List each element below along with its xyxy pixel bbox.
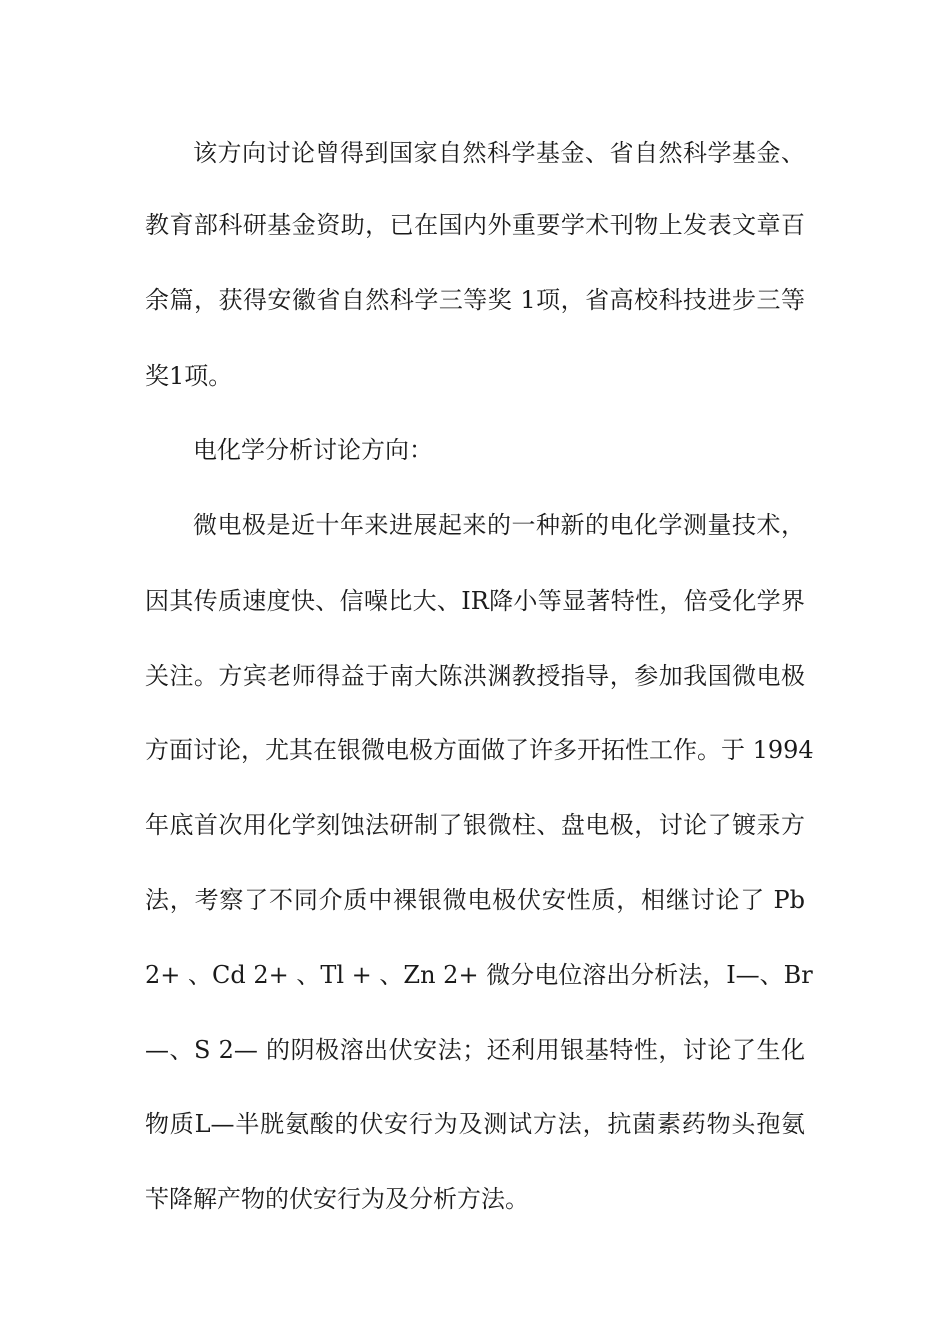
- paragraph-2-line-4: 方面讨论，尤其在银微电极方面做了许多开拓性工作。于 1994: [145, 736, 814, 764]
- paragraph-2-line-8: —、S 2— 的阴极溶出伏安法；还利用银基特性，讨论了生化: [145, 1036, 805, 1064]
- paragraph-2-line-9: 物质L—半胱氨酸的伏安行为及测试方法，抗菌素药物头孢氨: [145, 1110, 805, 1138]
- paragraph-2-line-1: 微电极是近十年来进展起来的一种新的电化学测量技术，: [193, 511, 805, 539]
- paragraph-2-line-10: 苄降解产物的伏安行为及分析方法。: [145, 1185, 529, 1213]
- paragraph-2-line-3: 关注。方宾老师得益于南大陈洪渊教授指导，参加我国微电极: [145, 662, 805, 690]
- paragraph-2-line-2: 因其传质速度快、信噪比大、IR降小等显著特性，倍受化学界: [145, 587, 805, 615]
- paragraph-1-line-2: 教育部科研基金资助，已在国内外重要学术刊物上发表文章百: [145, 211, 805, 239]
- paragraph-1-line-1: 该方向讨论曾得到国家自然科学基金、省自然科学基金、: [193, 139, 805, 167]
- paragraph-2-line-5: 年底首次用化学刻蚀法研制了银微柱、盘电极，讨论了镀汞方: [145, 811, 805, 839]
- paragraph-2-line-6: 法，考察了不同介质中裸银微电极伏安性质，相继讨论了 Pb: [145, 886, 805, 914]
- paragraph-1-line-4: 奖1项。: [145, 362, 233, 390]
- section-heading: 电化学分析讨论方向：: [193, 436, 433, 464]
- paragraph-1-line-3: 余篇，获得安徽省自然科学三等奖 1项，省高校科技进步三等: [145, 286, 805, 314]
- paragraph-2-line-7: 2+ 、Cd 2+ 、Tl + 、Zn 2+ 微分电位溶出分析法，I—、Br: [145, 961, 813, 989]
